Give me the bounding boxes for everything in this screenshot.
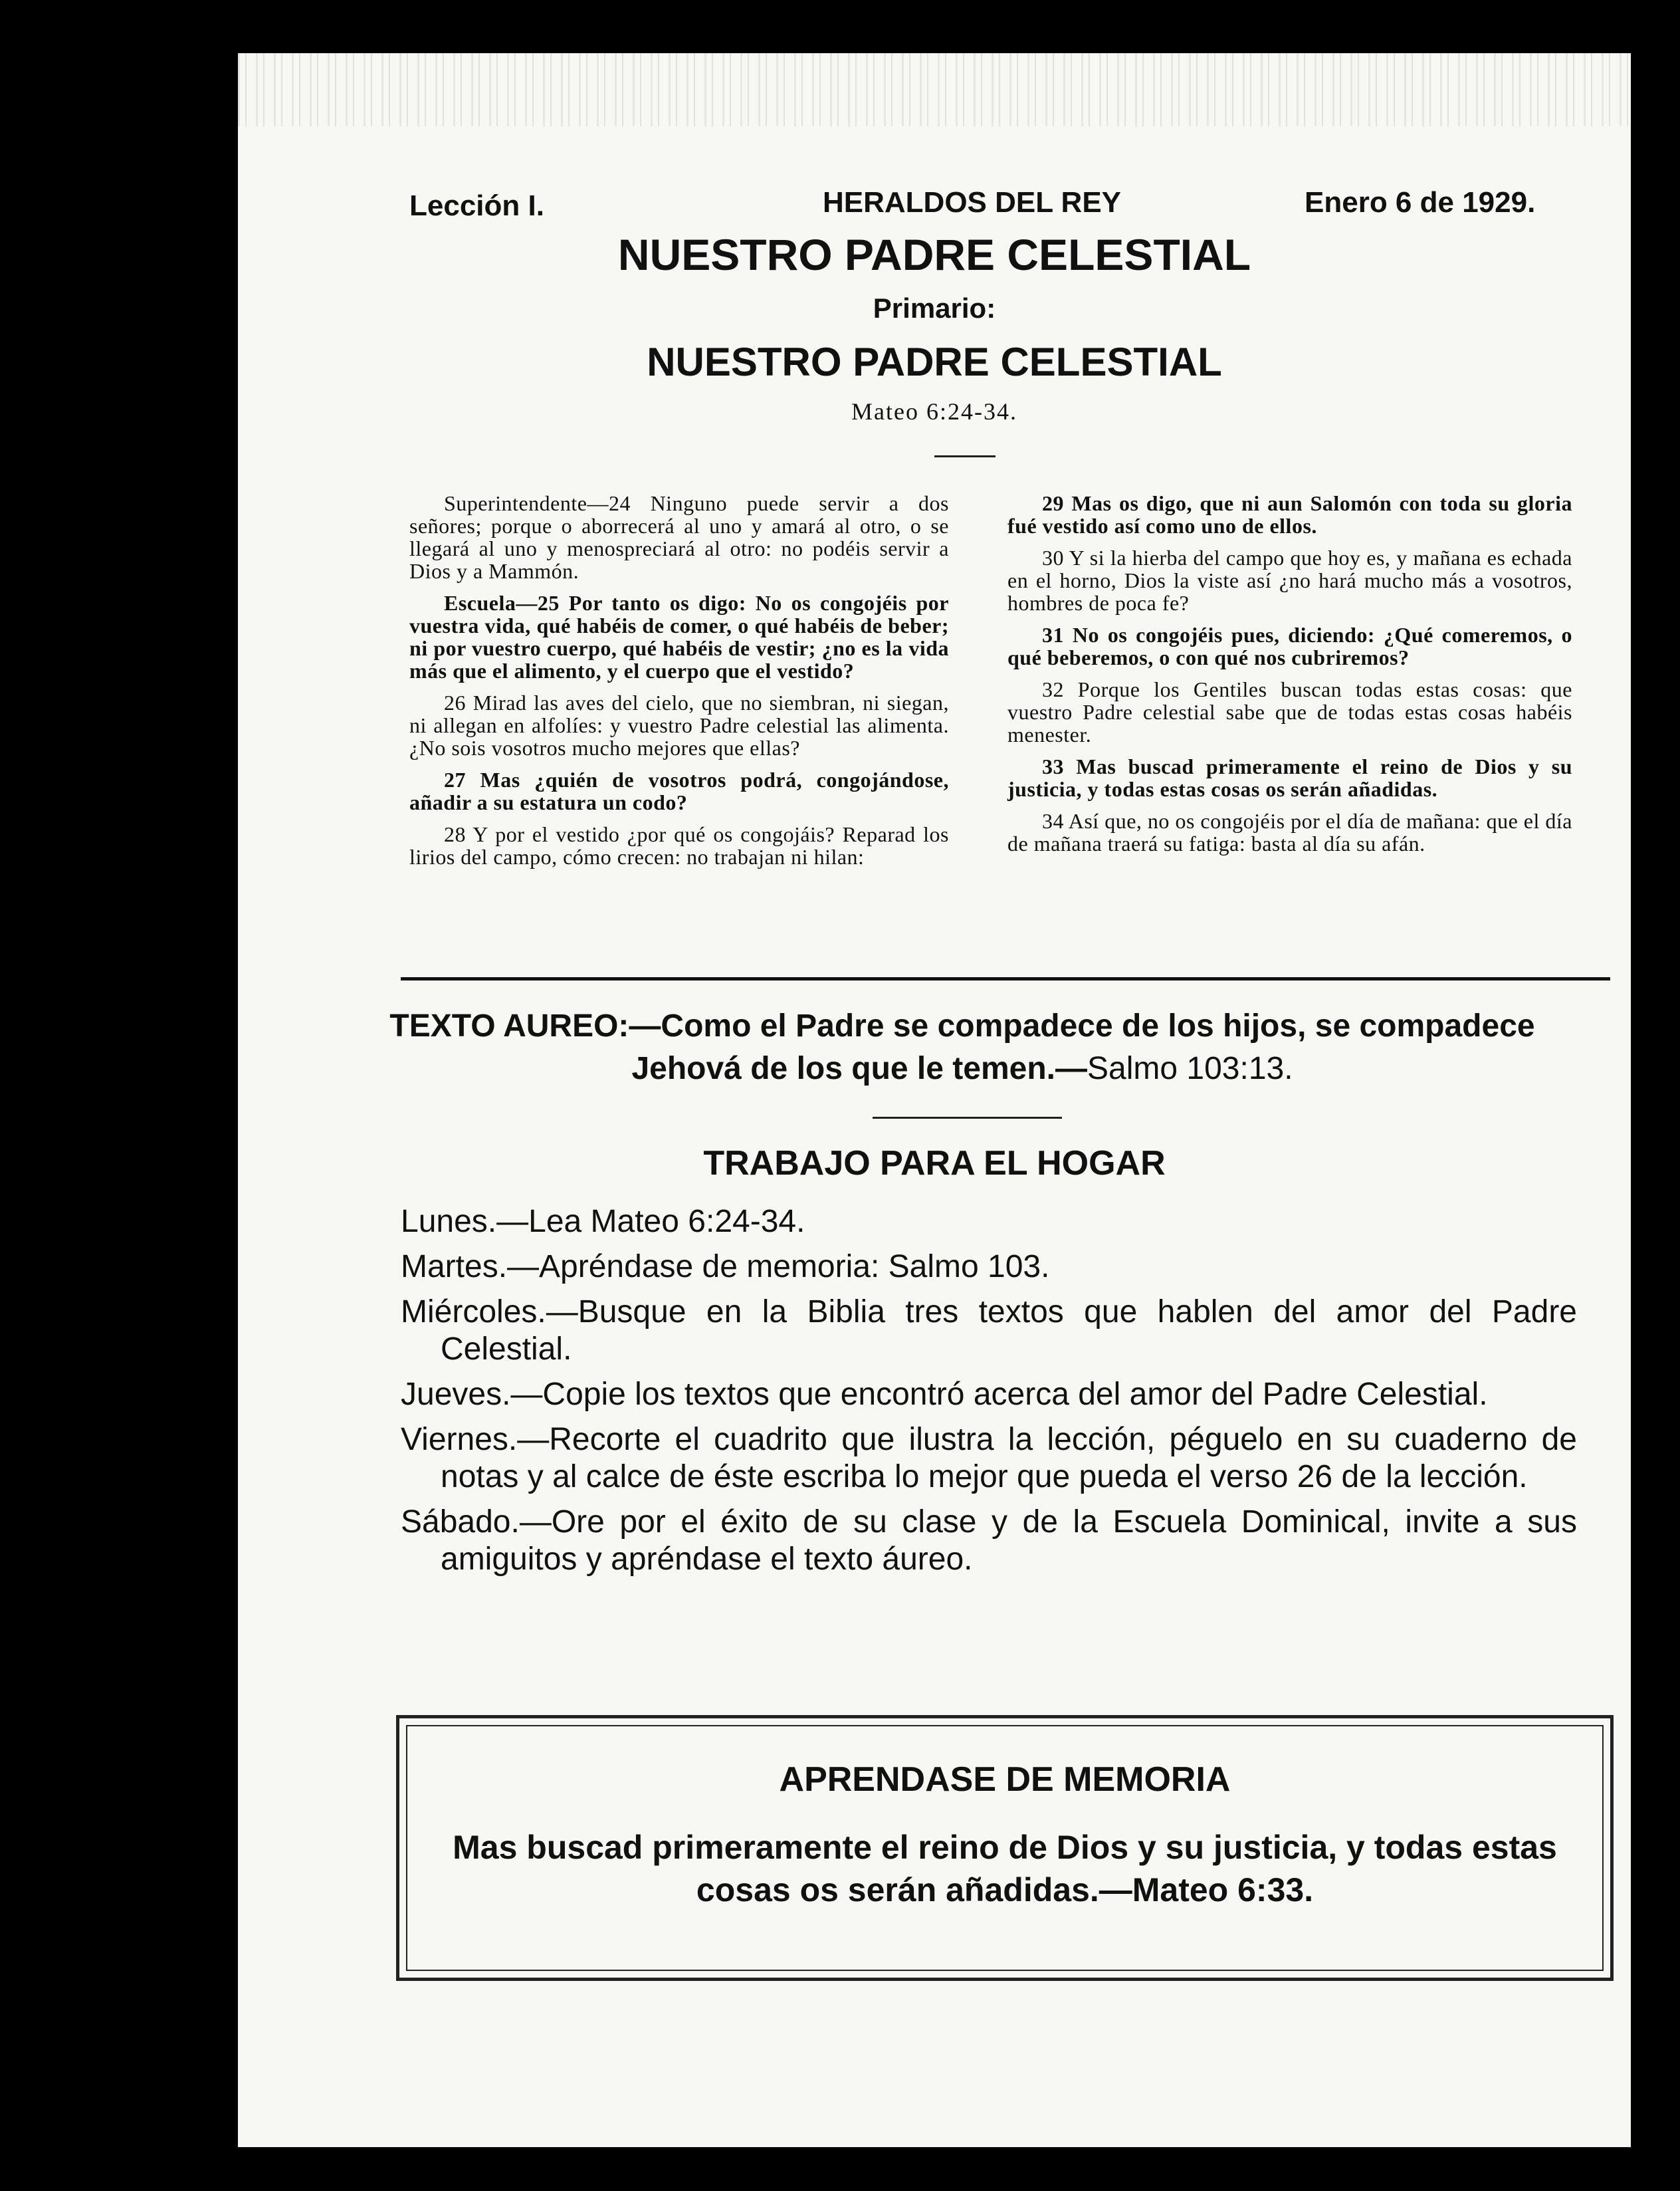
homework-item: Martes.—Apréndase de memoria: Salmo 103. xyxy=(401,1249,1050,1284)
homework-list xyxy=(401,1203,1577,1586)
homework-title: TRABAJO PARA EL HOGAR xyxy=(703,1144,1166,1183)
page-subtitle: NUESTRO PADRE CELESTIAL xyxy=(647,340,1222,384)
scripture-reference: Mateo 6:24-34. xyxy=(851,398,1017,425)
verse: 26 Mirad las aves del cielo, que no siembran, ni siegan, ni allegan en alfolíes: y vuestro Padre celestial las alimenta. ¿No sois vosotros mucho mejores que ellas? xyxy=(409,691,949,760)
verses-left-column xyxy=(409,492,949,877)
scan-noise xyxy=(238,53,1631,126)
section-label: Primario: xyxy=(873,292,996,324)
homework-item: Lunes.—Lea Mateo 6:24-34. xyxy=(401,1204,805,1239)
scanned-page xyxy=(238,53,1631,2147)
homework-item: Miércoles.—Busque en la Biblia tres textos que hablen del amor del Padre Celestial. xyxy=(401,1294,1577,1367)
verses-right-column xyxy=(1007,492,1572,864)
verse: Escuela—25 Por tanto os digo: No os congojéis por vuestra vida, qué habéis de comer, o qué habéis de beber; ni por vuestro cuerpo, qué habéis de vestir; ¿no es la vida más que el alimento, y el cuerpo que el vestido? xyxy=(409,591,949,683)
page-title: NUESTRO PADRE CELESTIAL xyxy=(617,230,1251,279)
verse: 27 Mas ¿quién de vosotros podrá, congojándose, añadir a su estatura un codo? xyxy=(409,768,949,814)
homework-item: Viernes.—Recorte el cuadrito que ilustra la lección, péguelo en su cuaderno de notas y al calce de éste escriba lo mejor que pueda el verso 26 de la lección. xyxy=(401,1422,1577,1494)
memory-box xyxy=(396,1715,1614,1981)
verse: Superintendente—24 Ninguno puede servir a dos señores; porque o aborrecerá al uno y amará al otro, o se llegará al uno y menospreciará al otro: no podéis servir a Dios y a Mammón. xyxy=(409,491,949,583)
golden-text xyxy=(371,1005,1554,1090)
publication-name: HERALDOS DEL REY xyxy=(823,186,1122,219)
memory-text: Mas buscad primeramente el reino de Dios y su justicia, y todas estas cosas os serán añadidas.—Mateo 6:33. xyxy=(453,1829,1557,1908)
verse: 33 Mas buscad primeramente el reino de Dios y su justicia, y todas estas cosas os serán añadidas. xyxy=(1007,754,1572,801)
verse: 28 Y por el vestido ¿por qué os congojáis? Reparad los lirios del campo, cómo crecen: no trabajan ni hilan: xyxy=(409,822,949,869)
lesson-date: Enero 6 de 1929. xyxy=(1305,186,1536,219)
verse: 29 Mas os digo, que ni aun Salomón con toda su gloria fué vestido así como uno de ellos. xyxy=(1007,491,1572,538)
lesson-number: Lección I. xyxy=(409,189,544,222)
homework-item: Jueves.—Copie los textos que encontró acerca del amor del Padre Celestial. xyxy=(401,1377,1488,1412)
divider xyxy=(873,1117,1062,1119)
divider xyxy=(934,455,996,457)
verse: 30 Y si la hierba del campo que hoy es, y mañana es echada en el horno, Dios la viste así ¿no hará mucho más a vosotros, hombres de poca fe? xyxy=(1007,546,1572,615)
verse: 32 Porque los Gentiles buscan todas estas cosas: que vuestro Padre celestial sabe que de todas estas cosas habéis menester. xyxy=(1007,677,1572,747)
homework-item: Sábado.—Ore por el éxito de su clase y de la Escuela Dominical, invite a sus amiguitos y apréndase el texto áureo. xyxy=(401,1504,1577,1577)
memory-title: APRENDASE DE MEMORIA xyxy=(779,1760,1231,1799)
verse: 31 No os congojéis pues, diciendo: ¿Qué comeremos, o qué beberemos, o con qué nos cubriremos? xyxy=(1007,623,1572,669)
golden-text-body: TEXTO AUREO:—Como el Padre se compadece de los hijos, se compadece Jehová de los que le temen.— xyxy=(389,1008,1535,1086)
section-divider xyxy=(401,977,1610,980)
verse: 34 Así que, no os congojéis por el día de mañana: que el día de mañana traerá su fatiga: basta al día su afán. xyxy=(1007,809,1572,856)
golden-text-ref: Salmo 103:13. xyxy=(1087,1051,1293,1086)
memory-box-inner xyxy=(406,1725,1604,1971)
